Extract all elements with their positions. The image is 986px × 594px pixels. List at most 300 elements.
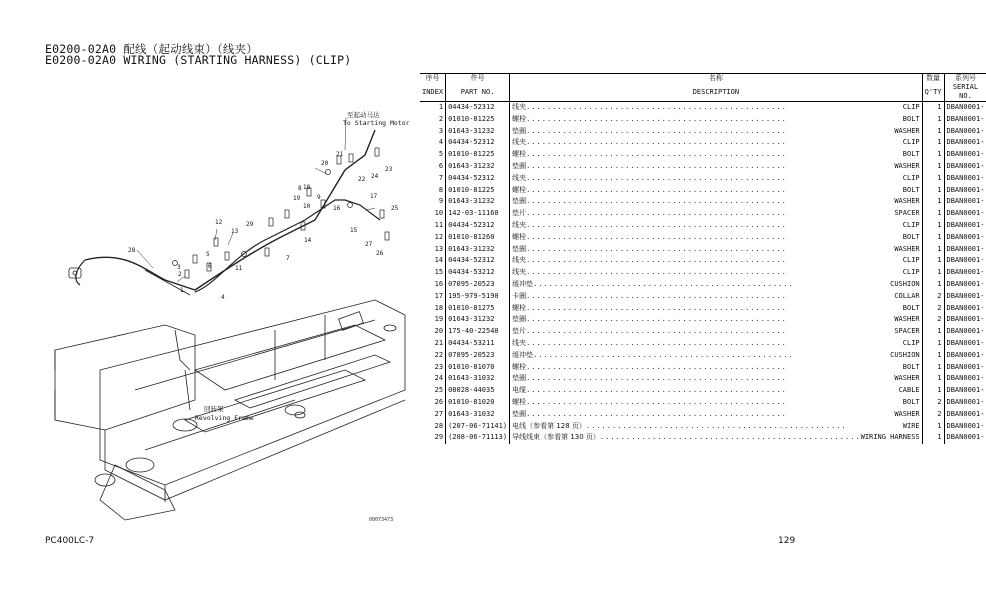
row-quantity: 1 xyxy=(922,126,944,138)
table-row xyxy=(420,161,986,173)
row-index: 18 xyxy=(420,303,446,315)
row-description-cn: 垫圈 xyxy=(512,197,527,206)
row-serial: DBAN0001- xyxy=(946,244,985,253)
to-motor-label-en: To Starting Motor xyxy=(343,119,410,127)
row-part-number: 01010-81260 xyxy=(446,232,510,244)
row-index: 14 xyxy=(420,255,446,267)
row-index: 7 xyxy=(420,173,446,185)
row-part-number: 01010-81225 xyxy=(446,185,510,197)
row-description-en: BOLT xyxy=(902,397,920,406)
row-leader-dots: .................................................. xyxy=(526,291,787,300)
row-description-cn: 垫圈 xyxy=(512,244,527,253)
header-desc-cn: 名称 xyxy=(510,74,923,84)
row-description xyxy=(510,350,923,362)
page-title-english: E0200-02A0 WIRING (STARTING HARNESS) (CLIP) xyxy=(45,53,352,67)
frame-label-en: Revolving Frame xyxy=(195,414,254,422)
table-row xyxy=(420,173,986,185)
row-part-number: 175-40-22540 xyxy=(446,326,510,338)
table-row xyxy=(420,291,986,303)
row-quantity: 1 xyxy=(922,220,944,232)
callout-number: 23 xyxy=(385,166,393,173)
row-description-cn: 线夹 xyxy=(512,268,527,277)
row-index: 20 xyxy=(420,326,446,338)
row-description-en: CLIP xyxy=(902,256,920,265)
row-description-cn: 线夹 xyxy=(512,173,527,182)
row-part-number: 01643-31232 xyxy=(446,126,510,138)
row-description-cn: 垫圈 xyxy=(512,161,527,170)
table-row xyxy=(420,279,986,291)
table-row xyxy=(420,397,986,409)
row-leader-dots: .................................................. xyxy=(526,173,787,182)
row-part-number: 04434-52312 xyxy=(446,137,510,149)
row-leader-dots: .................................................. xyxy=(526,338,787,347)
callout-number: 5 xyxy=(206,251,210,258)
row-description-en: BOLT xyxy=(902,232,920,241)
row-description-en: SPACER xyxy=(894,209,920,218)
row-leader-dots: .................................................. xyxy=(526,197,787,206)
row-leader-dots: .................................................. xyxy=(526,327,787,336)
row-index: 10 xyxy=(420,208,446,220)
callout-number: 1 xyxy=(180,287,184,294)
row-serial: DBAN0001- xyxy=(946,279,985,288)
row-description-en: CUSHION xyxy=(890,279,920,288)
row-description-en: WASHER xyxy=(894,126,920,135)
table-row xyxy=(420,244,986,256)
row-quantity: 1 xyxy=(922,385,944,397)
row-serial: DBAN0001- xyxy=(946,232,985,241)
row-serial: DBAN0001- xyxy=(946,256,985,265)
row-serial: DBAN0001- xyxy=(946,114,985,123)
row-quantity: 1 xyxy=(922,173,944,185)
table-row xyxy=(420,126,986,138)
callout-number: 3 xyxy=(177,264,181,271)
callout-number: 9 xyxy=(317,194,321,201)
row-part-number: 01010-81275 xyxy=(446,303,510,315)
row-description-cn: 卡圈 xyxy=(512,291,527,300)
row-description xyxy=(510,232,923,244)
callout-number: 11 xyxy=(235,265,243,272)
table-row xyxy=(420,102,986,114)
row-leader-dots: .................................................. xyxy=(526,397,787,406)
row-description-en: WIRING HARNESS xyxy=(860,433,920,442)
row-serial: DBAN0001- xyxy=(946,173,985,182)
table-row xyxy=(420,432,986,444)
table-row xyxy=(420,350,986,362)
row-part-number: 01643-31032 xyxy=(446,373,510,385)
row-quantity: 1 xyxy=(922,279,944,291)
header-part-en: PART NO. xyxy=(446,83,510,102)
row-serial: DBAN0001- xyxy=(946,409,985,418)
row-description-cn: 螺栓 xyxy=(512,303,527,312)
row-index: 29 xyxy=(420,432,446,444)
row-serial: DBAN0001- xyxy=(946,397,985,406)
table-row xyxy=(420,385,986,397)
row-description xyxy=(510,161,923,173)
table-row xyxy=(420,185,986,197)
callout-number: 4 xyxy=(221,294,225,301)
row-description xyxy=(510,114,923,126)
row-leader-dots: .................................................. xyxy=(526,185,787,194)
row-serial: DBAN0001- xyxy=(946,138,985,147)
row-part-number: 01010-81225 xyxy=(446,149,510,161)
row-index: 22 xyxy=(420,350,446,362)
row-quantity: 2 xyxy=(922,291,944,303)
row-description-en: COLLAR xyxy=(894,291,920,300)
row-serial: DBAN0001- xyxy=(946,291,985,300)
row-quantity: 1 xyxy=(922,208,944,220)
row-leader-dots: .................................................. xyxy=(533,350,794,359)
parts-exploded-diagram xyxy=(45,70,415,540)
table-row xyxy=(420,137,986,149)
row-serial: DBAN0001- xyxy=(946,303,985,312)
callout-number: 22 xyxy=(358,176,366,183)
row-description xyxy=(510,373,923,385)
row-part-number: (208-06-71113) xyxy=(446,432,510,444)
row-leader-dots: .................................................. xyxy=(526,386,787,395)
row-serial: DBAN0001- xyxy=(946,421,985,430)
row-leader-dots: .................................................. xyxy=(599,433,861,442)
row-quantity: 1 xyxy=(922,267,944,279)
row-part-number: 01010-81020 xyxy=(446,397,510,409)
callout-number: 27 xyxy=(365,241,373,248)
row-part-number: 01643-31232 xyxy=(446,161,510,173)
row-serial: DBAN0001- xyxy=(946,327,985,336)
row-quantity: 1 xyxy=(922,338,944,350)
row-description-en: CLIP xyxy=(902,220,920,229)
row-leader-dots: .................................................. xyxy=(526,244,787,253)
table-row xyxy=(420,232,986,244)
row-leader-dots: .................................................. xyxy=(526,150,787,159)
row-quantity: 1 xyxy=(922,114,944,126)
row-part-number: 04434-53212 xyxy=(446,267,510,279)
row-description-cn: 缓冲垫 xyxy=(512,350,534,359)
row-serial: DBAN0001- xyxy=(946,161,985,170)
row-description-en: WASHER xyxy=(894,315,920,324)
row-index: 1 xyxy=(420,102,446,114)
table-row xyxy=(420,373,986,385)
row-index: 12 xyxy=(420,232,446,244)
row-description-en: CLIP xyxy=(902,103,920,111)
row-leader-dots: .................................................. xyxy=(526,220,787,229)
callout-number: 12 xyxy=(215,219,223,226)
header-serial-cn: 系列号 xyxy=(944,74,986,84)
row-leader-dots: .................................................. xyxy=(526,103,787,111)
row-index: 19 xyxy=(420,314,446,326)
row-leader-dots: .................................................. xyxy=(585,421,847,430)
callout-number: 10 xyxy=(303,203,311,210)
row-description xyxy=(510,397,923,409)
row-quantity: 1 xyxy=(922,161,944,173)
row-part-number: 01643-31232 xyxy=(446,314,510,326)
row-description xyxy=(510,196,923,208)
row-part-number: 08028-44035 xyxy=(446,385,510,397)
row-index: 28 xyxy=(420,421,446,433)
row-index: 8 xyxy=(420,185,446,197)
row-quantity: 1 xyxy=(922,255,944,267)
row-serial: DBAN0001- xyxy=(946,126,985,135)
row-index: 11 xyxy=(420,220,446,232)
row-serial: DBAN0001- xyxy=(946,185,985,194)
callout-number: 6 xyxy=(208,263,212,270)
row-quantity: 1 xyxy=(922,232,944,244)
callout-number: 17 xyxy=(370,193,378,200)
row-description xyxy=(510,185,923,197)
table-row xyxy=(420,409,986,421)
row-index: 6 xyxy=(420,161,446,173)
row-description-cn: 垫圈 xyxy=(512,374,527,383)
row-serial: DBAN0001- xyxy=(946,386,985,395)
row-leader-dots: .................................................. xyxy=(526,138,787,147)
row-quantity: 1 xyxy=(922,326,944,338)
callout-number: 21 xyxy=(336,151,344,158)
row-index: 4 xyxy=(420,137,446,149)
row-index: 13 xyxy=(420,244,446,256)
row-serial: DBAN0001- xyxy=(946,374,985,383)
row-description xyxy=(510,279,923,291)
row-quantity: 2 xyxy=(922,314,944,326)
callout-number: 7 xyxy=(286,255,290,262)
row-part-number: 01643-31232 xyxy=(446,196,510,208)
row-description-cn: 电线（参看第 128 页） xyxy=(512,421,586,430)
callout-number: 28 xyxy=(128,247,136,254)
image-code: 00073473 xyxy=(369,517,394,523)
row-description-cn: 垫片 xyxy=(512,327,527,336)
row-description-cn: 线夹 xyxy=(512,103,527,111)
row-description-cn: 缓冲垫 xyxy=(512,279,534,288)
callout-number: 14 xyxy=(304,237,312,244)
row-index: 3 xyxy=(420,126,446,138)
row-description xyxy=(510,432,923,444)
row-part-number: 04434-52312 xyxy=(446,255,510,267)
row-description xyxy=(510,267,923,279)
row-quantity: 2 xyxy=(922,303,944,315)
row-index: 24 xyxy=(420,373,446,385)
row-part-number: 195-979-5190 xyxy=(446,291,510,303)
frame-label-cn: 回转架 xyxy=(204,405,224,413)
parts-table xyxy=(420,73,986,444)
header-index-cn: 序号 xyxy=(420,74,446,84)
row-index: 5 xyxy=(420,149,446,161)
row-description-en: BOLT xyxy=(902,114,920,123)
header-part-cn: 件号 xyxy=(446,74,510,84)
callout-number: 13 xyxy=(231,228,239,235)
page-title-chinese: E0200-02A0 配线（起动线束）（线夹） xyxy=(45,42,259,56)
row-quantity: 1 xyxy=(922,196,944,208)
row-index: 25 xyxy=(420,385,446,397)
callout-number: 18 xyxy=(303,184,311,191)
row-leader-dots: .................................................. xyxy=(533,279,794,288)
row-quantity: 2 xyxy=(922,397,944,409)
row-quantity: 1 xyxy=(922,350,944,362)
row-description-en: WASHER xyxy=(894,409,920,418)
row-part-number: 04434-53211 xyxy=(446,338,510,350)
row-part-number: 01643-31232 xyxy=(446,244,510,256)
header-qty-en: Q'TY xyxy=(922,83,944,102)
row-description-cn: 垫圈 xyxy=(512,126,527,135)
row-leader-dots: .................................................. xyxy=(526,315,787,324)
table-row xyxy=(420,421,986,433)
row-description-en: CUSHION xyxy=(890,350,920,359)
row-leader-dots: .................................................. xyxy=(526,126,787,135)
row-description xyxy=(510,326,923,338)
callout-number: 8 xyxy=(298,185,302,192)
table-row xyxy=(420,303,986,315)
row-description xyxy=(510,338,923,350)
row-index: 15 xyxy=(420,267,446,279)
row-part-number: 04434-52312 xyxy=(446,173,510,185)
row-leader-dots: .................................................. xyxy=(526,362,787,371)
header-serial-en: SERIAL NO. xyxy=(944,83,986,102)
row-description-en: WASHER xyxy=(894,374,920,383)
row-serial: DBAN0001- xyxy=(946,220,985,229)
table-row xyxy=(420,208,986,220)
row-description-cn: 螺栓 xyxy=(512,362,527,371)
row-leader-dots: .................................................. xyxy=(526,232,787,241)
row-quantity: 1 xyxy=(922,362,944,374)
callout-number: 16 xyxy=(333,205,341,212)
row-description-en: CLIP xyxy=(902,268,920,277)
row-description-en: CLIP xyxy=(902,138,920,147)
row-leader-dots: .................................................. xyxy=(526,374,787,383)
row-serial: DBAN0001- xyxy=(946,338,985,347)
row-description xyxy=(510,385,923,397)
row-description-en: WASHER xyxy=(894,197,920,206)
row-description-en: BOLT xyxy=(902,150,920,159)
row-description-cn: 垫圈 xyxy=(512,409,527,418)
row-leader-dots: .................................................. xyxy=(526,209,787,218)
row-description-cn: 垫片 xyxy=(512,209,527,218)
row-index: 9 xyxy=(420,196,446,208)
table-row xyxy=(420,338,986,350)
row-description-cn: 螺栓 xyxy=(512,397,527,406)
parts-table-body xyxy=(420,102,986,445)
callout-number: 19 xyxy=(293,195,301,202)
row-description-cn: 导线线束（参看第 130 页） xyxy=(512,433,600,442)
callout-number: 26 xyxy=(376,250,384,257)
row-description xyxy=(510,102,923,114)
row-quantity: 1 xyxy=(922,137,944,149)
row-quantity: 1 xyxy=(922,421,944,433)
row-part-number: 07095-20523 xyxy=(446,350,510,362)
row-description-en: WASHER xyxy=(894,244,920,253)
table-row xyxy=(420,196,986,208)
row-index: 21 xyxy=(420,338,446,350)
row-quantity: 1 xyxy=(922,373,944,385)
row-description-en: BOLT xyxy=(902,303,920,312)
row-description xyxy=(510,173,923,185)
row-serial: DBAN0001- xyxy=(946,362,985,371)
row-serial: DBAN0001- xyxy=(946,315,985,324)
row-description-cn: 螺栓 xyxy=(512,185,527,194)
row-description xyxy=(510,421,923,433)
row-serial: DBAN0001- xyxy=(946,103,985,111)
callout-number: 20 xyxy=(321,160,329,167)
row-quantity: 1 xyxy=(922,432,944,444)
row-description-cn: 线夹 xyxy=(512,338,527,347)
row-quantity: 2 xyxy=(922,409,944,421)
row-index: 2 xyxy=(420,114,446,126)
header-index-en: INDEX xyxy=(420,83,446,102)
row-part-number: 04434-52312 xyxy=(446,220,510,232)
row-description xyxy=(510,314,923,326)
row-description-cn: 螺栓 xyxy=(512,232,527,241)
row-quantity: 1 xyxy=(922,102,944,114)
callout-number: 29 xyxy=(246,221,254,228)
row-index: 23 xyxy=(420,362,446,374)
to-motor-label-cn: 至起动马达 xyxy=(347,111,380,119)
row-description xyxy=(510,303,923,315)
row-part-number: 01010-81070 xyxy=(446,362,510,374)
row-description xyxy=(510,255,923,267)
row-serial: DBAN0001- xyxy=(946,433,985,442)
row-index: 16 xyxy=(420,279,446,291)
row-quantity: 1 xyxy=(922,149,944,161)
row-description-cn: 螺栓 xyxy=(512,150,527,159)
row-part-number: 01010-81225 xyxy=(446,114,510,126)
callout-number: 2 xyxy=(178,271,182,278)
row-part-number: 04434-52312 xyxy=(446,102,510,114)
row-serial: DBAN0001- xyxy=(946,268,985,277)
row-serial: DBAN0001- xyxy=(946,197,985,206)
row-description xyxy=(510,409,923,421)
row-description-en: BOLT xyxy=(902,362,920,371)
row-leader-dots: .................................................. xyxy=(526,114,787,123)
row-serial: DBAN0001- xyxy=(946,350,985,359)
row-part-number: 142-03-11160 xyxy=(446,208,510,220)
row-description xyxy=(510,220,923,232)
table-row xyxy=(420,220,986,232)
row-index: 17 xyxy=(420,291,446,303)
row-description xyxy=(510,126,923,138)
row-quantity: 1 xyxy=(922,185,944,197)
row-description-en: SPACER xyxy=(894,327,920,336)
row-description-en: BOLT xyxy=(902,185,920,194)
row-description-cn: 线夹 xyxy=(512,220,527,229)
row-serial: DBAN0001- xyxy=(946,209,985,218)
row-description-cn: 垫圈 xyxy=(512,315,527,324)
row-leader-dots: .................................................. xyxy=(526,268,787,277)
row-description-en: CLIP xyxy=(902,338,920,347)
page-number: 129 xyxy=(778,536,796,546)
header-qty-cn: 数量 xyxy=(922,74,944,84)
row-leader-dots: .................................................. xyxy=(526,303,787,312)
table-row xyxy=(420,326,986,338)
row-description xyxy=(510,291,923,303)
table-row xyxy=(420,362,986,374)
table-row xyxy=(420,314,986,326)
table-row xyxy=(420,114,986,126)
row-quantity: 1 xyxy=(922,244,944,256)
row-description xyxy=(510,208,923,220)
row-description xyxy=(510,149,923,161)
row-leader-dots: .................................................. xyxy=(526,409,787,418)
row-part-number: 01643-31032 xyxy=(446,409,510,421)
callout-number: 24 xyxy=(371,173,379,180)
header-desc-en: DESCRIPTION xyxy=(510,83,923,102)
row-description-en: CLIP xyxy=(902,173,920,182)
table-row xyxy=(420,149,986,161)
row-leader-dots: .................................................. xyxy=(526,161,787,170)
row-leader-dots: .................................................. xyxy=(526,256,787,265)
row-part-number: 07095-20523 xyxy=(446,279,510,291)
row-description xyxy=(510,244,923,256)
row-description-cn: 电缆 xyxy=(512,386,527,395)
callout-number: 15 xyxy=(350,227,358,234)
row-description-cn: 螺栓 xyxy=(512,114,527,123)
row-description xyxy=(510,137,923,149)
row-description-cn: 线夹 xyxy=(512,138,527,147)
row-index: 27 xyxy=(420,409,446,421)
